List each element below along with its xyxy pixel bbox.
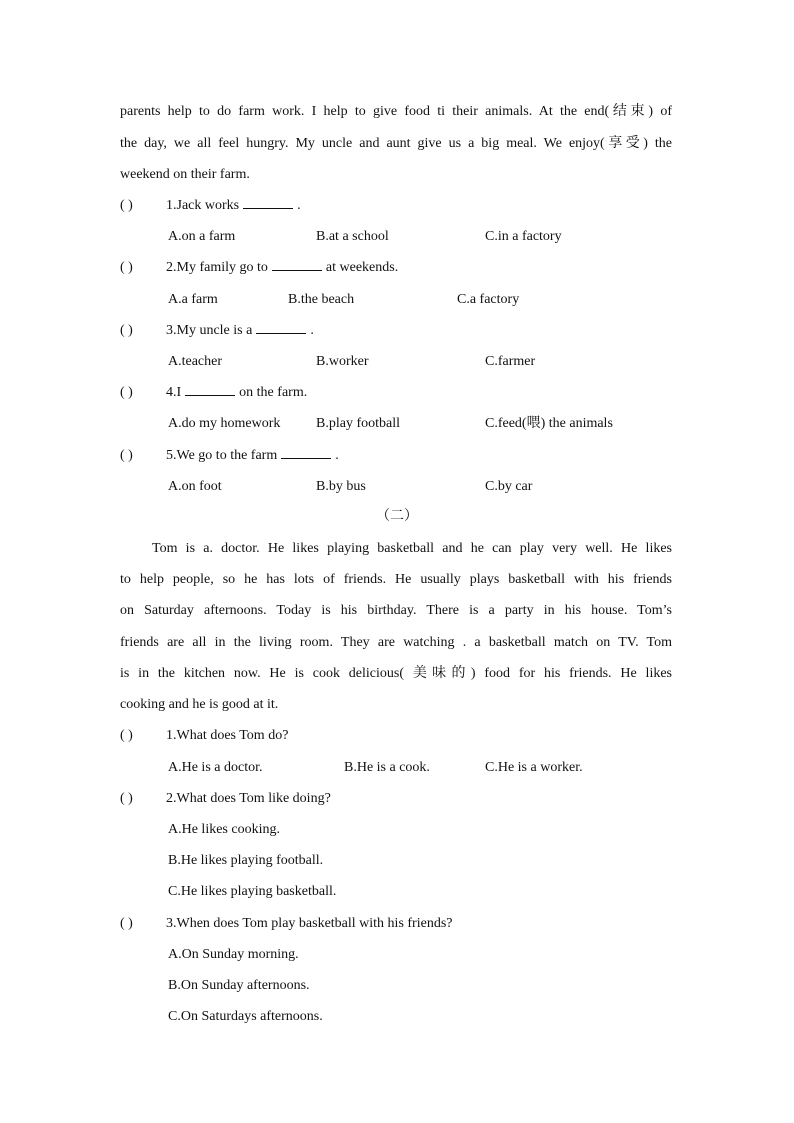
question-1-4: [120, 383, 307, 403]
option-b: B.play football: [316, 416, 400, 431]
question-1-3: [120, 321, 314, 341]
passage2-line-3: on Saturday afternoons. Today is his birthday. There is a party in his house. Tom’s: [120, 603, 672, 618]
answer-blank[interactable]: [281, 446, 331, 459]
answer-parenthesis[interactable]: ( ): [120, 448, 133, 463]
option-b: B.On Sunday afternoons.: [168, 978, 310, 993]
option-a: A.a farm: [168, 292, 218, 307]
option-c: C.He is a worker.: [485, 760, 583, 775]
question-stem: 5.We go to the farm: [166, 448, 278, 463]
option-a: A.teacher: [168, 354, 223, 369]
answer-parenthesis[interactable]: ( ): [120, 323, 133, 338]
option-a: A.do my homework: [168, 416, 281, 431]
passage2-line-1: Tom is a. doctor. He likes playing basketball and he can play very well. He likes: [152, 541, 672, 556]
passage2-line-4: friends are all in the living room. They are watching . a basketball match on TV. Tom: [120, 635, 672, 650]
passage2-line-5: is in the kitchen now. He is cook delicious( 美味的) food for his friends. He likes: [120, 666, 672, 681]
question-1-1: [120, 196, 301, 216]
answer-parenthesis[interactable]: ( ): [120, 728, 133, 743]
option-a: A.On Sunday morning.: [168, 947, 299, 962]
option-a: A.on foot: [168, 479, 222, 494]
question-stem: 2.My family go to: [166, 260, 268, 275]
question-2-3: [120, 914, 452, 934]
passage1-line-3: weekend on their farm.: [120, 167, 250, 182]
option-c: C.a factory: [457, 292, 520, 307]
question-2-1: [120, 726, 288, 746]
option-a: A.on a farm: [168, 229, 236, 244]
option-c: C.feed(喂) the animals: [485, 416, 613, 431]
question-stem: 3.My uncle is a: [166, 323, 253, 338]
question-stem-end: on the farm.: [239, 385, 308, 400]
option-b: B.He is a cook.: [344, 760, 430, 775]
answer-blank[interactable]: [256, 321, 306, 334]
answer-parenthesis[interactable]: ( ): [120, 260, 133, 275]
option-b: B.He likes playing football.: [168, 853, 324, 868]
question-stem-end: .: [297, 198, 301, 213]
option-a: A.He likes cooking.: [168, 822, 280, 837]
answer-parenthesis[interactable]: ( ): [120, 385, 133, 400]
question-stem: 2.What does Tom like doing?: [166, 791, 331, 806]
passage1-line-1: parents help to do farm work. I help to give food ti their animals. At the end(结束) of: [120, 104, 672, 119]
option-b: B.by bus: [316, 479, 366, 494]
passage1-line-2: the day, we all feel hungry. My uncle and aunt give us a big meal. We enjoy(享受) the: [120, 136, 672, 151]
option-b: B.the beach: [288, 292, 355, 307]
question-stem: 4.I: [166, 385, 182, 400]
option-c: C.He likes playing basketball.: [168, 884, 337, 899]
question-stem-end: at weekends.: [325, 260, 399, 275]
question-1-2: [120, 258, 398, 278]
answer-blank[interactable]: [272, 258, 322, 271]
question-stem-end: .: [335, 448, 339, 463]
answer-parenthesis[interactable]: ( ): [120, 198, 133, 213]
option-c: C.in a factory: [485, 229, 562, 244]
answer-parenthesis[interactable]: ( ): [120, 916, 133, 931]
option-b: B.worker: [316, 354, 369, 369]
answer-blank[interactable]: [243, 196, 293, 209]
question-stem: 3.When does Tom play basketball with his friends?: [166, 916, 453, 931]
option-a: A.He is a doctor.: [168, 760, 263, 775]
answer-blank[interactable]: [185, 383, 235, 396]
option-c: C.by car: [485, 479, 533, 494]
option-c: C.On Saturdays afternoons.: [168, 1009, 323, 1024]
question-1-5: [120, 446, 339, 466]
passage2-line-6: cooking and he is good at it.: [120, 697, 279, 712]
option-c: C.farmer: [485, 354, 536, 369]
question-2-2: [120, 789, 331, 809]
question-stem: 1.What does Tom do?: [166, 728, 289, 743]
answer-parenthesis[interactable]: ( ): [120, 791, 133, 806]
passage2-line-2: to help people, so he has lots of friends. He usually plays basketball with his friends: [120, 572, 672, 587]
option-b: B.at a school: [316, 229, 389, 244]
question-stem-end: .: [310, 323, 314, 338]
section-2-title: （二）: [376, 509, 418, 524]
question-stem: 1.Jack works: [166, 198, 240, 213]
